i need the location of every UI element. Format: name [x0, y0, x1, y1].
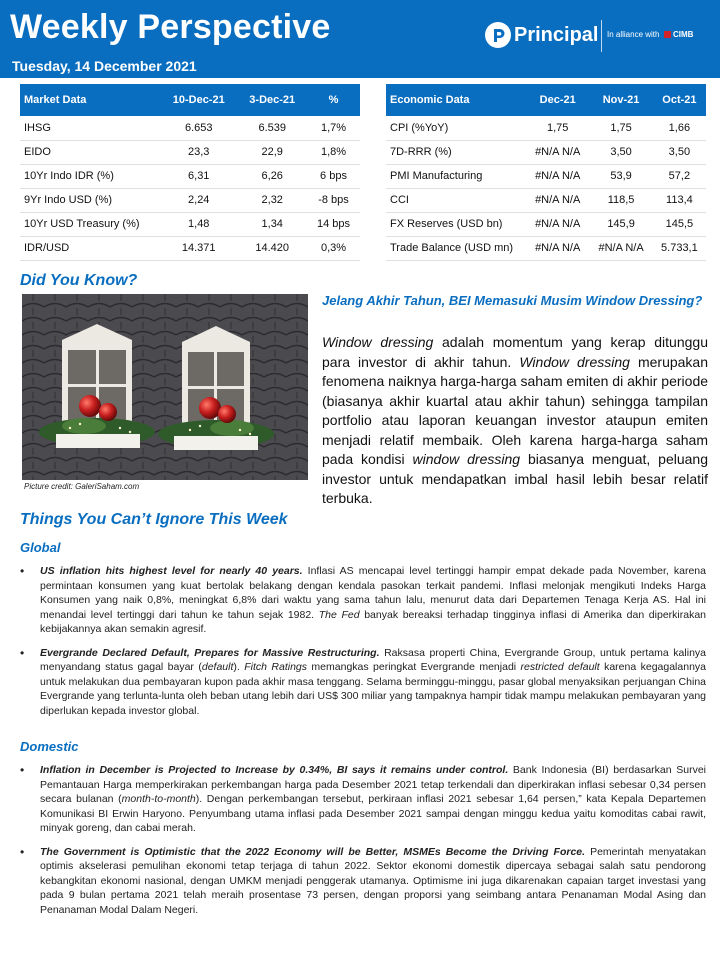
- list-item: • The Government is Optimistic that the 2022 Economy will be Better, MSMEs Become the Driving Force. Pemerintah menyatakan optimis akselerasi pemulihan ekonomi tetap terjaga di tahun 2022. Sektor ekonomi domestik dipercaya sebagai salah satu pendorong kebangkitan ekonomi nasional, dengan UMKM menjadi penggerak utamanya. Optimisme ini juga dikarenakan capaian target investasi yang pada 9 bulan pertama 2021 telah meraih prosentase 73 persen, dengan proporsi yang seimbang antara Penanaman Modal Asing dan Penanaman Modal Dalam Negeri.: [20, 844, 706, 916]
- cell-value: 5.733,1: [653, 236, 706, 260]
- table-row: [386, 164, 706, 188]
- did-you-know-title: Did You Know?: [20, 272, 138, 289]
- cell-value: 57,2: [653, 164, 706, 188]
- column-header: 3-Dec-21: [237, 84, 307, 116]
- cell-value: 1,34: [237, 212, 307, 236]
- table-header-row: [20, 84, 360, 116]
- cell-value: #N/A N/A: [526, 164, 589, 188]
- cell-value: 1,75: [589, 116, 652, 140]
- column-header: 10-Dec-21: [160, 84, 237, 116]
- market-data-table: [20, 84, 360, 261]
- table-row: [386, 236, 706, 260]
- economic-data-table: [386, 84, 706, 261]
- cell-value: 6,31: [160, 164, 237, 188]
- cell-value: 1,66: [653, 116, 706, 140]
- article-body: Window dressing adalah momentum yang kerap ditunggu para investor di akhir tahun. Window dressing merupakan fenomena naiknya harga-harga saham emiten di akhir periode (biasanya akhir kuartal atau akhir tahun) sehingga tampilan portfolio atau laporan keuangan investor ataupun emiten menjadi relatif membaik. Oleh karena harga-harga saham pada kondisi window dressing biasanya menguat, peluang investor untuk mendapatkan imbal hasil lebih besar relatif terbuka.: [322, 334, 709, 506]
- cell-value: 1,75: [526, 116, 589, 140]
- column-header: Dec-21: [526, 84, 589, 116]
- cell-value: 2,32: [237, 188, 307, 212]
- row-label: 7D-RRR (%): [386, 140, 526, 164]
- list-item: • US inflation hits highest level for nearly 40 years. Inflasi AS mencapai level tertinggi hampir empat dekade pada November, karena permintaan konsumen yang kuat bertolak belakang dengan kendala pasokan terkait pandemi. Inflasi melonjak mengikuti Indeks Harga Konsumen yang naik 0,8%, meningkat 6,8% dari waktu yang sama tahun lalu, menurut data dari Departemen Tenaga Kerja AS. Hal ini menandai level tertinggi dari tahun ke tahun sejak 1982. The Fed banyak bereaksi terhadap tingginya inflasi di Amerika dan diperkirakan kebijakannya akan semakin agresif.: [20, 564, 706, 635]
- column-header: Oct-21: [653, 84, 706, 116]
- header-banner: [0, 0, 720, 78]
- cell-value: 0,3%: [307, 236, 360, 260]
- cell-value: 3,50: [589, 140, 652, 164]
- domestic-news-list: [20, 763, 706, 926]
- row-label: 10Yr USD Treasury (%): [20, 212, 160, 236]
- cell-value: 113,4: [653, 188, 706, 212]
- row-label: 9Yr Indo USD (%): [20, 188, 160, 212]
- cell-value: -8 bps: [307, 188, 360, 212]
- column-header: %: [307, 84, 360, 116]
- domestic-subtitle: Domestic: [20, 739, 79, 754]
- brand-name: Principal: [514, 24, 599, 46]
- cell-value: 145,5: [653, 212, 706, 236]
- row-label: Trade Balance (USD mn): [386, 236, 526, 260]
- table-row: [20, 116, 360, 140]
- cell-value: 145,9: [589, 212, 652, 236]
- article-headline: Jelang Akhir Tahun, BEI Memasuki Musim Window Dressing?: [322, 293, 703, 308]
- bullet-icon: •: [20, 564, 25, 578]
- list-item: • Inflation in December is Projected to Increase by 0.34%, BI says it remains under control. Bank Indonesia (BI) berdasarkan Survei Pemantauan Harga memperkirakan perkembangan harga pada Desember 2021 tetap terkendali dan diperkirakan inflasi sebesar 0,34 persen secara bulanan (month-to-month). Dengan perkembangan tersebut, perkiraan inflasi 2021 sebesar 1,64 persen,” kata Kepala Departemen Komunikasi BI Erwin Haryono. Penyumbang utama inflasi pada Desember 2021 sampai dengan minggu kedua yaitu komoditas cabai rawit, minyak goreng, dan cabai merah.: [20, 763, 706, 834]
- row-label: 10Yr Indo IDR (%): [20, 164, 160, 188]
- table-row: [20, 188, 360, 212]
- global-news-list: [20, 564, 706, 727]
- cell-value: 23,3: [160, 140, 237, 164]
- cell-value: 14 bps: [307, 212, 360, 236]
- global-subtitle: Global: [20, 540, 61, 555]
- table-row: [386, 212, 706, 236]
- bullet-icon: •: [20, 844, 25, 859]
- row-label: FX Reserves (USD bn): [386, 212, 526, 236]
- table-row: [20, 236, 360, 260]
- row-label: IHSG: [20, 116, 160, 140]
- cell-value: 6.653: [160, 116, 237, 140]
- cell-value: 6 bps: [307, 164, 360, 188]
- cell-value: 3,50: [653, 140, 706, 164]
- cimb-icon: [664, 31, 671, 38]
- cell-value: #N/A N/A: [526, 236, 589, 260]
- report-date: Tuesday, 14 December 2021: [12, 58, 197, 74]
- row-label: EIDO: [20, 140, 160, 164]
- column-header: Market Data: [20, 84, 160, 116]
- row-label: PMI Manufacturing: [386, 164, 526, 188]
- cell-value: 2,24: [160, 188, 237, 212]
- house-windows-illustration: [22, 294, 308, 480]
- cell-value: 1,48: [160, 212, 237, 236]
- things-section-title: Things You Can’t Ignore This Week: [20, 511, 288, 528]
- cell-value: 1,8%: [307, 140, 360, 164]
- cell-value: 14.371: [160, 236, 237, 260]
- cell-value: #N/A N/A: [526, 140, 589, 164]
- cell-value: 53,9: [589, 164, 652, 188]
- table-row: [386, 140, 706, 164]
- row-label: CCI: [386, 188, 526, 212]
- logo-divider: [601, 20, 602, 52]
- table-header-row: [386, 84, 706, 116]
- bullet-icon: •: [20, 763, 25, 777]
- table-row: [20, 212, 360, 236]
- cell-value: #N/A N/A: [526, 212, 589, 236]
- row-label: CPI (%YoY): [386, 116, 526, 140]
- table-row: [20, 164, 360, 188]
- table-row: [386, 116, 706, 140]
- principal-logo: [485, 20, 715, 54]
- cell-value: 14.420: [237, 236, 307, 260]
- cell-value: 22,9: [237, 140, 307, 164]
- page-title: Weekly Perspective: [10, 8, 331, 46]
- column-header: Economic Data: [386, 84, 526, 116]
- alliance-text: In alliance with CIMB: [607, 30, 694, 39]
- cell-value: 1,7%: [307, 116, 360, 140]
- table-row: [20, 140, 360, 164]
- cell-value: 6,26: [237, 164, 307, 188]
- cell-value: 6.539: [237, 116, 307, 140]
- window-dressing-photo: [22, 294, 308, 480]
- photo-credit: Picture credit: GaleriSaham.com: [24, 482, 140, 491]
- cell-value: #N/A N/A: [526, 188, 589, 212]
- cell-value: #N/A N/A: [589, 236, 652, 260]
- column-header: Nov-21: [589, 84, 652, 116]
- cell-value: 118,5: [589, 188, 652, 212]
- row-label: IDR/USD: [20, 236, 160, 260]
- principal-logo-icon: [485, 22, 511, 48]
- bullet-icon: •: [20, 645, 25, 660]
- list-item: • Evergrande Declared Default, Prepares for Massive Restructuring. Raksasa properti China, Evergrande Group, untuk pertama kalinya menyandang status gagal bayar (default). Fitch Ratings memangkas peringkat Evergrande menjadi restricted default karena kegagalannya untuk melakukan dua pembayaran kupon pada akhir masa tenggang. Selama berminggu-minggu, pasar global menyaksikan perjuangan China Evergrande yang terlunta-lunta oleh beban utang lebih dari US$ 300 miliar yang tampaknya hampir tidak mampu melakukan pembayaran yang diperlukan kepada investor global.: [20, 645, 706, 717]
- table-row: [386, 188, 706, 212]
